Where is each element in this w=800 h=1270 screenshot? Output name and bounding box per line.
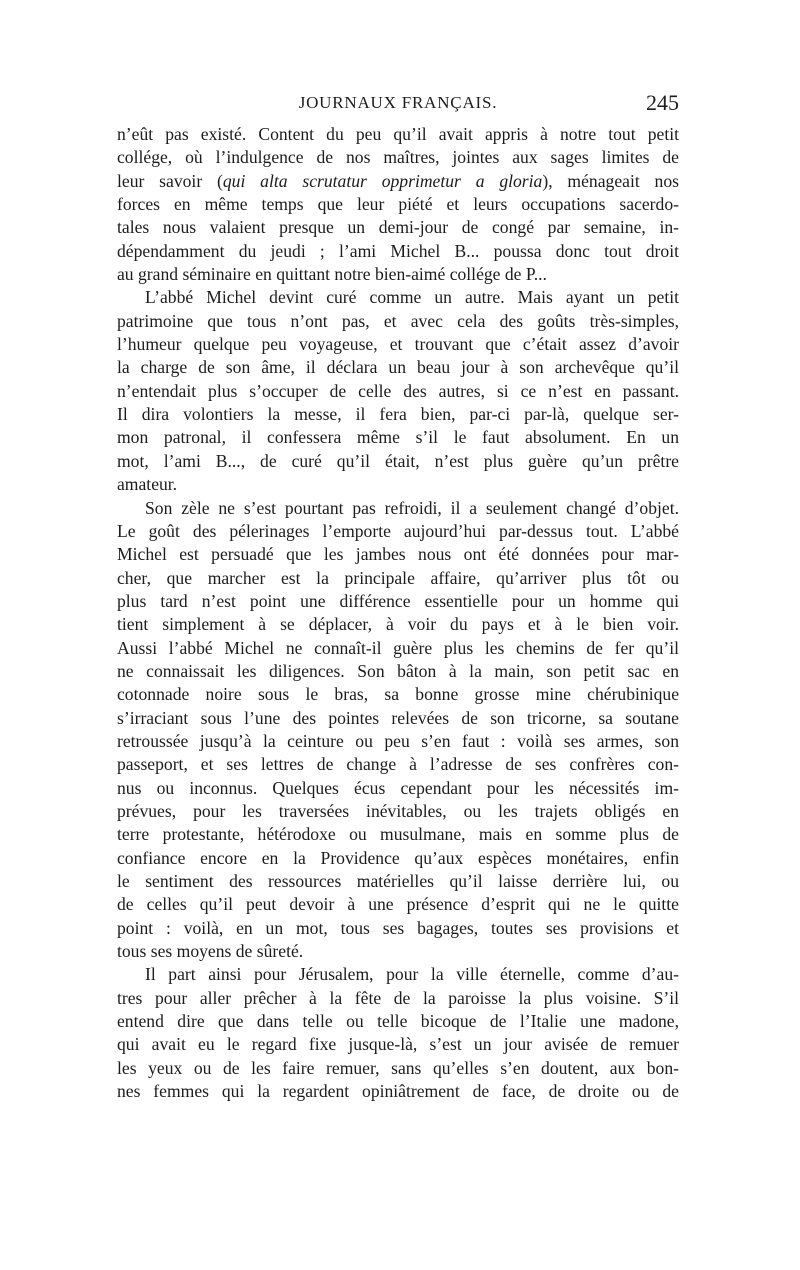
text-line: Michel est persuadé que les jambes nous ont été données pour mar- [117,544,679,565]
text-line: mon patronal, il confessera même s’il le faut absolument. En un [117,427,679,448]
text-line: prévues, pour les traversées inévitables, ou les trajets obligés en [117,800,679,821]
text-line: tous ses moyens de sûreté. [117,941,304,962]
body-text [117,123,679,1103]
text-line: passeport, et ses lettres de change à l’adresse de ses confrères con- [117,754,679,775]
text-line: confiance encore en la Providence qu’aux espèces monétaires, enfin [117,847,679,868]
text-line: leur savoir (qui alta scrutatur opprimetur a gloria), ménageait nos [117,170,679,191]
running-head [117,88,679,118]
text-line: cher, que marcher est la principale affaire, qu’arriver plus tôt ou [117,567,679,588]
text-line: l’humeur quelque peu voyageuse, et trouvant que c’était assez d’avoir [117,334,679,355]
text-line: terre protestante, hétérodoxe ou musulmane, mais en somme plus de [117,824,679,845]
text-line: plus tard n’est point une différence essentielle pour un homme qui [117,590,679,611]
text-line: le sentiment des ressources matérielles qu’il laisse derrière lui, ou [117,871,679,891]
text-line: forces en même temps que leur piété et leurs occupations sacerdo- [117,194,679,215]
text-line: nes femmes qui la regardent opiniâtrement de face, de droite ou de [117,1081,679,1102]
text-line: au grand séminaire en quittant notre bien-aimé collége de P... [117,264,547,285]
text-line: Il part ainsi pour Jérusalem, pour la ville éternelle, comme d’au- [145,964,679,985]
text-line: point : voilà, en un mot, tous ses bagages, toutes ses provisions et [117,917,679,938]
text-line: tres pour aller prêcher à la fête de la paroisse la plus voisine. S’il [117,987,679,1008]
text-line: patrimoine que tous n’ont pas, et avec cela des goûts très-simples, [117,310,679,331]
text-line: amateur. [117,474,178,495]
text-line: retroussée jusqu’à la ceinture ou peu s’en faut : voilà ses armes, son [117,730,679,751]
text-line: cotonnade noire sous le bras, sa bonne grosse mine chérubinique [117,684,679,705]
text-line: Son zèle ne s’est pourtant pas refroidi, il a seulement changé d’objet. [145,497,679,518]
text-line: L’abbé Michel devint curé comme un autre. Mais ayant un petit [145,287,679,308]
text-line: Aussi l’abbé Michel ne connaît-il guère plus les chemins de fer qu’il [117,637,679,658]
page-number: 245 [646,90,679,115]
text-line: de celles qu’il peut devoir à une présence d’esprit qui ne le quitte [117,894,679,915]
text-line: collége, où l’indulgence de nos maîtres, jointes aux sages limites de [117,147,679,168]
text-line: qui avait eu le regard fixe jusque-là, s’est un jour avisée de remuer [117,1034,679,1055]
text-line: nus ou inconnus. Quelques écus cependant pour les nécessités im- [117,777,679,798]
text-line: n’eût pas existé. Content du peu qu’il avait appris à notre tout petit [117,124,679,144]
text-line: les yeux ou de les faire remuer, sans qu’elles s’en doutent, aux bon- [117,1057,679,1078]
latin-phrase: qui alta scrutatur opprimetur a gloria [222,170,543,191]
text-line: la charge de son âme, il déclara un beau jour à son archevêque qu’il [117,357,679,378]
text-line: mot, l’ami B..., de curé qu’il était, n’est plus guère qu’un prêtre [117,450,679,471]
text-line: Il dira volontiers la messe, il fera bien, par-ci par-là, quelque ser- [117,404,679,425]
text-line: ne connaissait les diligences. Son bâton à la main, son petit sac en [117,660,679,681]
running-title: JOURNAUX FRANÇAIS. [298,93,498,112]
text-line: dépendamment du jeudi ; l’ami Michel B... poussa donc tout droit [117,240,679,261]
text-line: tient simplement à se déplacer, à voir du pays et à le bien voir. [117,614,679,635]
text-line: s’irraciant sous l’une des pointes relevées de son tricorne, sa soutane [117,707,679,728]
text-line: tales nous valaient presque un demi-jour de congé par semaine, in- [117,217,679,238]
text-line: Le goût des pélerinages l’emporte aujourd’hui par-dessus tout. L’abbé [117,520,679,541]
text-line: n’entendait plus s’occuper de celle des autres, si ce n’est en passant. [117,380,679,401]
text-line: entend dire que dans telle ou telle bicoque de l’Italie une madone, [117,1011,679,1032]
